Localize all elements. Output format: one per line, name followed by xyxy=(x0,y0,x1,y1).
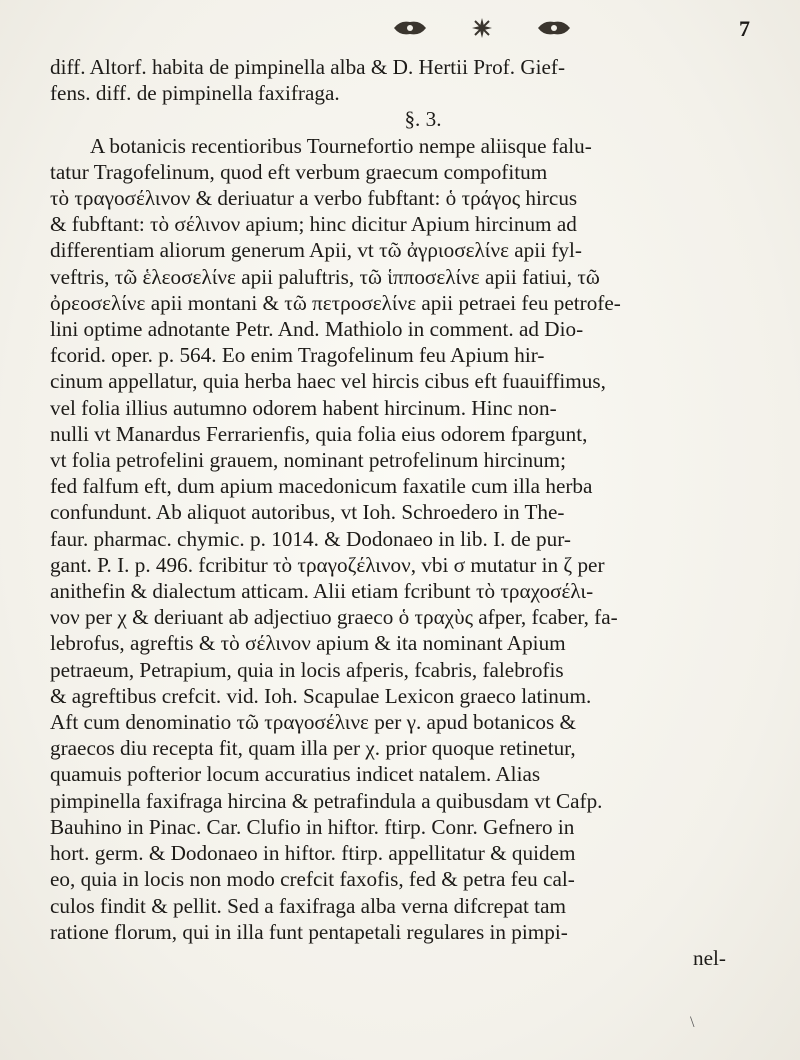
text-line: differentiam aliorum generum Apii, vt τῶ ἀγριοσελίνε apii fyl- xyxy=(50,238,582,263)
text-line: νον per χ & deriuant ab adjectiuo graeco ὁ τραχὺς afper, fcaber, fa- xyxy=(50,605,618,630)
text-line: fed falfum eft, dum apium macedonicum faxatile cum illa herba xyxy=(50,474,593,499)
text-line: tatur Tragofelinum, quod eft verbum graecum compofitum xyxy=(50,159,548,184)
body-text xyxy=(50,54,756,971)
catchword-line: nel- xyxy=(693,945,726,970)
ornament-center-icon xyxy=(471,17,493,39)
text-line: quamuis pofterior locum accuratius indicet natalem. Alias xyxy=(50,762,541,787)
text-line: fens. diff. de pimpinella faxifraga. xyxy=(50,81,340,106)
text-line: Aft cum denominatio τῶ τραγοσέλινε per γ. apud botanicos & xyxy=(50,710,577,735)
text-line: & fubftant: τὸ σέλινον apium; hinc dicitur Apium hircinum ad xyxy=(50,212,577,237)
text-line: lini optime adnotante Petr. And. Mathiolo in comment. ad Dio- xyxy=(50,317,584,342)
text-line: fcorid. oper. p. 564. Eo enim Tragofelinum feu Apium hir- xyxy=(50,343,545,368)
ornament-left-icon xyxy=(392,18,428,38)
text-line: vt folia petrofelini grauem, nominant petrofelinum hircinum; xyxy=(50,448,567,473)
text-line: cinum appellatur, quia herba haec vel hircis cibus eft fuauiffimus, xyxy=(50,369,606,394)
text-line: ὀρεοσελίνε apii montani & τῶ πετροσελίνε apii petraei feu petrofe- xyxy=(50,290,621,315)
text-line: hort. germ. & Dodonaeo in hiftor. ftirp. appellitatur & quidem xyxy=(50,841,576,866)
text-line: veftris, τῶ ἑλεοσελίνε apii paluftris, τῶ ἱπποσελίνε apii fatiui, τῶ xyxy=(50,264,600,289)
text-line: eo, quia in locis non modo crefcit faxofis, fed & petra feu cal- xyxy=(50,867,575,892)
text-line: gant. P. I. p. 496. fcribitur τὸ τραγοζέλινον, vbi σ mutatur in ζ per xyxy=(50,552,605,577)
text-line: nulli vt Manardus Ferrarienfis, quia folia eius odorem fpargunt, xyxy=(50,421,588,446)
text-line: petraeum, Petrapium, quia in locis afperis, fcabris, falebrofis xyxy=(50,657,564,682)
text-line: faur. pharmac. chymic. p. 1014. & Dodonaeo in lib. I. de pur- xyxy=(50,526,571,551)
text-line: lebrofus, agreftis & τὸ σέλινον apium & ita nominant Apium xyxy=(50,631,566,656)
text-line: & agreftibus crefcit. vid. Ioh. Scapulae Lexicon graeco latinum. xyxy=(50,683,592,708)
ornament-right-icon xyxy=(536,18,572,38)
page-header xyxy=(0,16,800,42)
text-line: culos findit & pellit. Sed a faxifraga alba verna difcrepat tam xyxy=(50,893,566,918)
text-line: confundunt. Ab aliquot autoribus, vt Ioh. Schroedero in The- xyxy=(50,500,565,525)
text-line: ratione florum, qui in illa funt pentapetali regulares in pimpi- xyxy=(50,919,568,944)
text-line: pimpinella faxifraga hircina & petrafindula a quibusdam vt Cafp. xyxy=(50,788,603,813)
text-line: τὸ τραγοσέλινον & deriuatur a verbo fubftant: ὁ τράγος hircus xyxy=(50,186,578,211)
header-ornaments xyxy=(392,16,572,40)
text-line: diff. Altorf. habita de pimpinella alba & D. Hertii Prof. Gief- xyxy=(50,55,566,79)
page-number: 7 xyxy=(739,16,750,41)
text-line: anithefin & dialectum atticam. Alii etiam fcribunt τὸ τραχοσέλι- xyxy=(50,579,594,604)
text-line: A botanicis recentioribus Tournefortio nempe aliisque falu- xyxy=(90,133,592,158)
section-heading: §. 3. xyxy=(404,107,442,132)
text-line: graecos diu recepta fit, quam illa per χ. prior quoque retinetur, xyxy=(50,736,576,761)
text-line: Bauhino in Pinac. Car. Clufio in hiftor. ftirp. Conr. Gefnero in xyxy=(50,814,575,839)
text-line: vel folia illius autumno odorem habent hircinum. Hinc non- xyxy=(50,395,557,420)
footer-mark: \ xyxy=(690,1014,695,1031)
